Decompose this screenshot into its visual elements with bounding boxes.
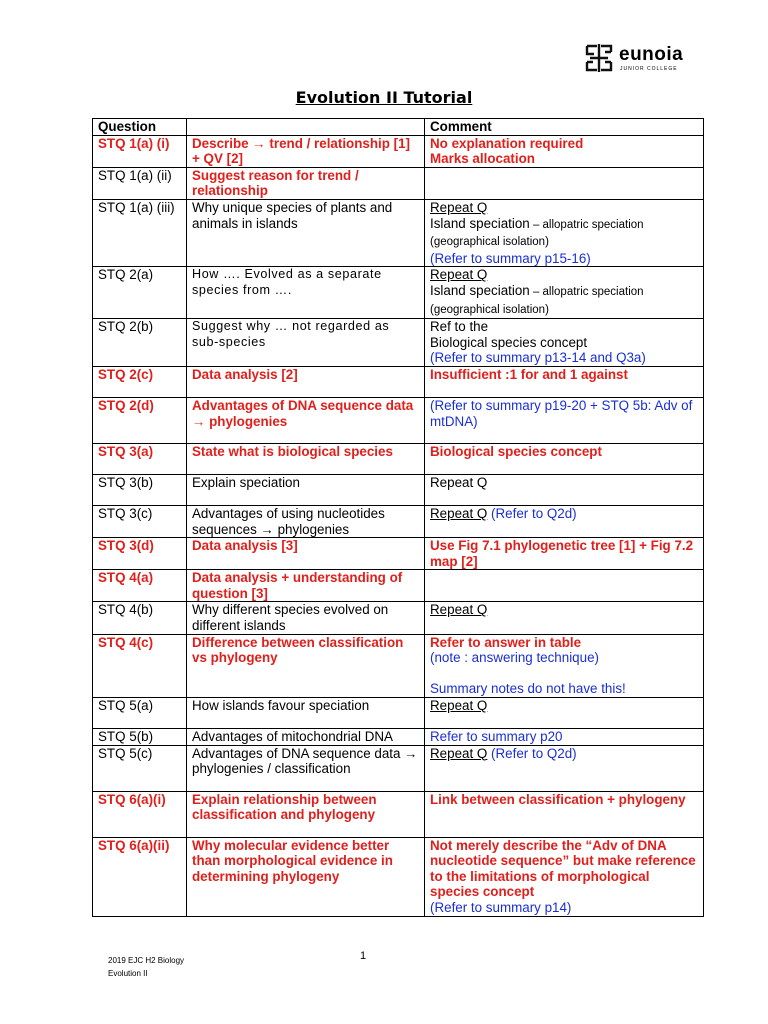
- comment-text: Biological species concept: [430, 443, 602, 459]
- comment-cell: [425, 729, 704, 746]
- comment-text: Island speciation: [430, 215, 530, 231]
- comment-text: Repeat Q: [430, 698, 488, 714]
- description-cell: Advantages of using nucleotides sequences → phylogenies: [187, 505, 425, 537]
- comment-text: (Refer to Q2d): [487, 745, 577, 761]
- question-cell: STQ 1(a) (i): [93, 135, 187, 167]
- question-cell: STQ 2(d): [93, 397, 187, 443]
- page-number: 1: [360, 950, 367, 962]
- table-row: [93, 634, 704, 697]
- comment-text: Insufficient :1 for and 1 against: [430, 366, 628, 382]
- comment-text: Not merely describe the “Adv of DNA nucleotide sequence” but make reference to the limitations of morphological species concept: [430, 837, 696, 900]
- table-row: [93, 199, 704, 266]
- table-row: [93, 570, 704, 602]
- description-cell: State what is biological species: [187, 443, 425, 474]
- table-row: [93, 135, 704, 167]
- comment-text: Refer to answer in table: [430, 634, 582, 650]
- header-question: Question: [93, 119, 187, 136]
- comment-text: Use Fig 7.1 phylogenetic tree [1] + Fig 7.2 map [2]: [430, 538, 694, 569]
- logo-subtitle: JUNIOR COLLEGE: [620, 66, 678, 72]
- table-row: [93, 538, 704, 570]
- question-cell: STQ 2(b): [93, 319, 187, 367]
- logo-wordmark: eunoia: [619, 44, 684, 65]
- question-cell: STQ 5(a): [93, 698, 187, 729]
- question-cell: STQ 1(a) (ii): [93, 167, 187, 199]
- comment-text: Summary notes do not have this!: [430, 681, 626, 697]
- table-row: [93, 602, 704, 634]
- comment-text: Repeat Q: [430, 745, 488, 761]
- question-cell: STQ 6(a)(ii): [93, 837, 187, 916]
- comment-cell: [425, 135, 704, 167]
- description-cell: Explain relationship between classification and phylogeny: [187, 791, 425, 837]
- comment-cell: [425, 366, 704, 397]
- comment-cell: [425, 570, 704, 602]
- comment-text: Island speciation: [430, 282, 530, 298]
- description-cell: Suggest reason for trend / relationship: [187, 167, 425, 199]
- question-cell: STQ 3(c): [93, 505, 187, 537]
- table-row: [93, 698, 704, 729]
- comment-text: Repeat Q: [430, 602, 488, 618]
- comment-cell: [425, 319, 704, 367]
- footer-course: 2019 EJC H2 Biology: [108, 956, 185, 965]
- table-row: [93, 837, 704, 916]
- description-cell: How islands favour speciation: [187, 698, 425, 729]
- comment-text: (Refer to Q2d): [487, 505, 577, 521]
- comment-cell: [425, 443, 704, 474]
- header-comment: Comment: [425, 119, 704, 136]
- description-cell: Data analysis [3]: [187, 538, 425, 570]
- description-cell: Data analysis [2]: [187, 366, 425, 397]
- comment-text: Repeat Q: [430, 199, 488, 215]
- table-header-row: [93, 119, 704, 136]
- comment-text: (Refer to summary p14): [430, 900, 572, 915]
- comment-text: Ref to the: [430, 319, 489, 335]
- question-cell: STQ 3(b): [93, 474, 187, 505]
- footer-left: [108, 954, 184, 980]
- comment-cell: [425, 698, 704, 729]
- comment-cell: [425, 474, 704, 505]
- question-cell: STQ 2(c): [93, 366, 187, 397]
- description-cell: Explain speciation: [187, 474, 425, 505]
- comment-cell: [425, 602, 704, 634]
- comment-cell: [425, 538, 704, 570]
- table-row: [93, 366, 704, 397]
- description-cell: How …. Evolved as a separate species from ….: [187, 267, 425, 319]
- comment-text: Marks allocation: [430, 151, 535, 167]
- table-row: [93, 745, 704, 791]
- comment-text: (Refer to summary p19-20 + STQ 5b: Adv of mtDNA): [430, 397, 693, 429]
- header-description: [187, 119, 425, 136]
- question-cell: STQ 1(a) (iii): [93, 199, 187, 266]
- comment-cell: [425, 397, 704, 443]
- description-cell: Advantages of DNA sequence data → phylogenies / classification: [187, 745, 425, 791]
- description-cell: Describe → trend / relationship [1] + QV [2]: [187, 135, 425, 167]
- comment-text: Repeat Q: [430, 505, 488, 521]
- eunoia-logo-icon: [584, 42, 614, 74]
- comment-text: (note : answering technique): [430, 650, 599, 666]
- comment-cell: [425, 634, 704, 697]
- comment-cell: [425, 199, 704, 266]
- comment-text: Repeat Q: [430, 474, 488, 490]
- table-row: [93, 397, 704, 443]
- comment-text: Link between classification + phylogeny: [430, 791, 686, 807]
- question-cell: STQ 4(a): [93, 570, 187, 602]
- table-row: [93, 443, 704, 474]
- description-cell: Suggest why … not regarded as sub-species: [187, 319, 425, 367]
- page-title: Evolution II Tutorial: [295, 88, 473, 107]
- comment-cell: [425, 837, 704, 916]
- question-cell: STQ 4(b): [93, 602, 187, 634]
- question-cell: STQ 4(c): [93, 634, 187, 697]
- table-row: [93, 167, 704, 199]
- comment-text: No explanation required: [430, 135, 584, 151]
- comment-text: Biological species concept: [430, 334, 588, 350]
- question-cell: STQ 6(a)(i): [93, 791, 187, 837]
- comment-cell: [425, 745, 704, 791]
- table-row: [93, 319, 704, 367]
- question-cell: STQ 5(c): [93, 745, 187, 791]
- comment-text: – allopatric speciation (geographical isolation): [430, 285, 644, 316]
- comment-cell: [425, 505, 704, 537]
- question-cell: STQ 3(a): [93, 443, 187, 474]
- comment-cell: [425, 791, 704, 837]
- tutorial-table: [92, 118, 704, 917]
- comment-text: Refer to summary p20: [430, 729, 563, 745]
- table-row: [93, 729, 704, 746]
- description-cell: Difference between classification vs phylogeny: [187, 634, 425, 697]
- description-cell: Why unique species of plants and animals in islands: [187, 199, 425, 266]
- footer-topic: Evolution II: [108, 969, 148, 978]
- description-cell: Advantages of DNA sequence data → phylogenies: [187, 397, 425, 443]
- question-cell: STQ 2(a): [93, 267, 187, 319]
- college-logo: [584, 42, 694, 76]
- table-row: [93, 791, 704, 837]
- comment-cell: [425, 267, 704, 319]
- description-cell: Why molecular evidence better than morphological evidence in determining phylogeny: [187, 837, 425, 916]
- comment-text: (Refer to summary p15-16): [430, 250, 591, 266]
- description-cell: Advantages of mitochondrial DNA: [187, 729, 425, 746]
- comment-text: Repeat Q: [430, 267, 488, 283]
- comment-text: (Refer to summary p13-14 and Q3a): [430, 350, 646, 366]
- description-cell: Data analysis + understanding of question [3]: [187, 570, 425, 602]
- comment-text: – allopatric speciation (geographical isolation): [430, 218, 644, 249]
- description-cell: Why different species evolved on different islands: [187, 602, 425, 634]
- table-row: [93, 474, 704, 505]
- comment-cell: [425, 167, 704, 199]
- question-cell: STQ 3(d): [93, 538, 187, 570]
- table-row: [93, 505, 704, 537]
- table-row: [93, 267, 704, 319]
- question-cell: STQ 5(b): [93, 729, 187, 746]
